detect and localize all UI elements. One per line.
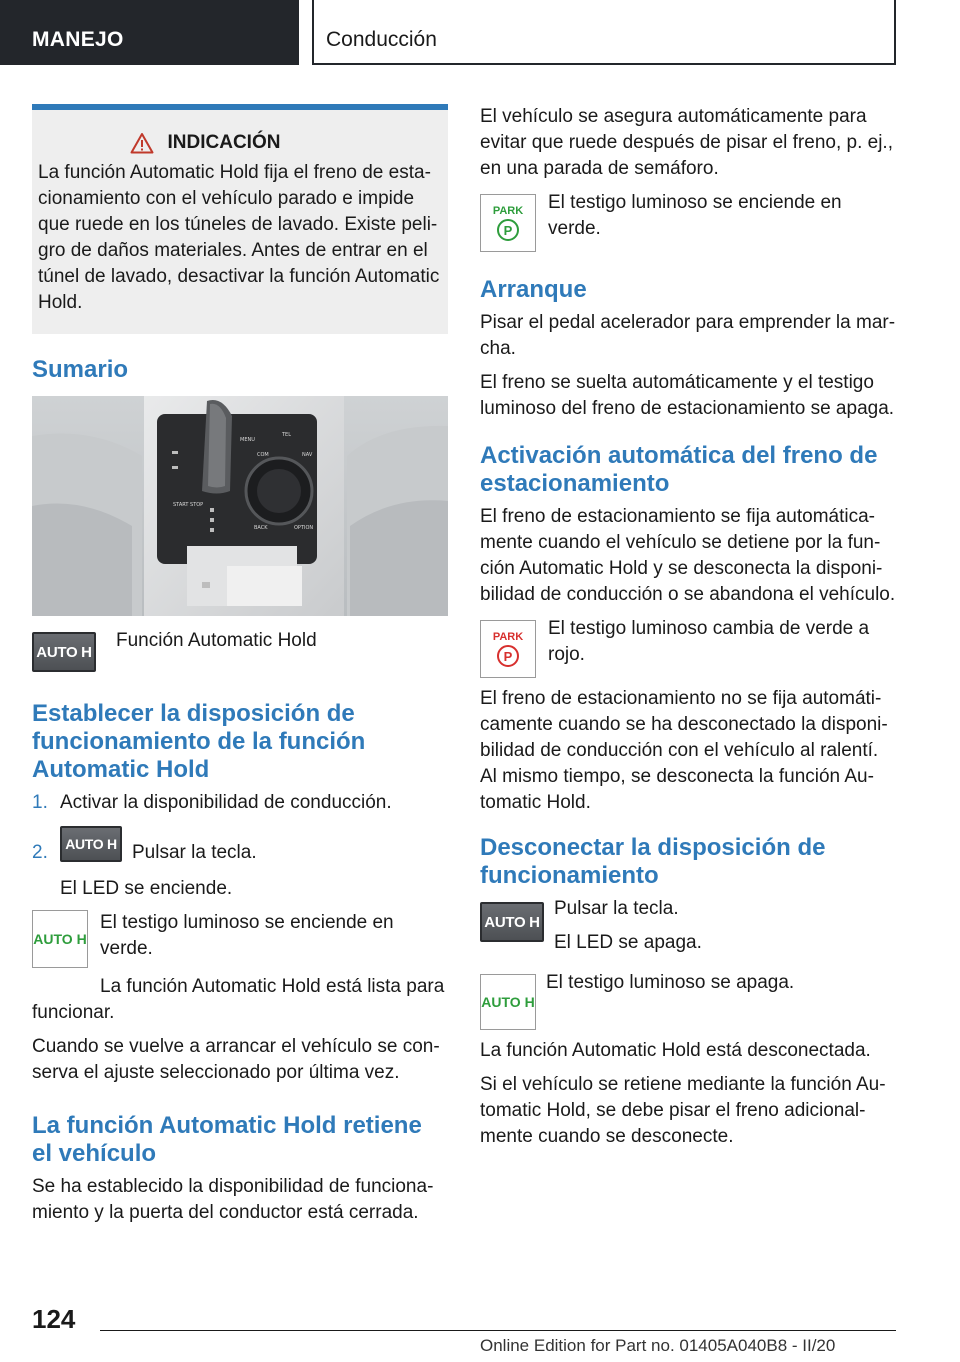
retiene-text-2: El vehículo se asegura automáticamente para evitar que ruede después de pisar el freno, p. ej., en una parada de semáforo. — [480, 106, 893, 179]
page-number: 124 — [32, 1304, 76, 1334]
retiene-heading: La función Automatic Hold retiene el vehículo — [32, 1112, 422, 1167]
activacion-heading: Activación automática del freno de estacionamiento — [480, 442, 878, 497]
step-number: 2. — [32, 842, 48, 863]
retiene-text: Se ha establecido la disponibilidad de funciona-miento y la puerta del conductor está cerrada. — [32, 1176, 434, 1223]
park-green-text: El testigo luminoso se enciende en verde. — [548, 192, 842, 239]
photo-back-label: BACK — [254, 525, 268, 531]
warning-box — [32, 104, 448, 334]
autoh-button-icon — [60, 826, 122, 862]
footer-divider — [100, 1330, 896, 1331]
step-item — [32, 790, 448, 816]
lamp-off-text: El testigo luminoso se apaga. — [546, 972, 795, 993]
right-column — [480, 104, 896, 1158]
left-column — [32, 104, 448, 1234]
photo-com-label: COM — [257, 452, 269, 458]
autoh-button-label: AUTO H — [36, 643, 92, 661]
restart-text: Cuando se vuelve a arrancar el vehículo se con-serva el ajuste seleccionado por última vez. — [32, 1036, 440, 1083]
autoh-function-row — [32, 632, 448, 672]
sumario-heading: Sumario — [32, 356, 129, 383]
step-number: 1. — [32, 792, 48, 813]
warning-text: La función Automatic Hold fija el freno de esta-cionamiento con el vehículo parado e impide que ruede en los túneles de lavado. Existe peli-gro de daños materiales. Antes de entrar en el túnel de lavado, desactivar la función Automatic Hold. — [38, 162, 440, 313]
autoh-lamp-off-label: AUTO H — [481, 994, 535, 1010]
chapter-tab — [312, 0, 896, 65]
autoh-lamp-icon — [32, 910, 88, 968]
park-red-lamp-icon — [480, 620, 536, 678]
autoh-caption: Función Automatic Hold — [116, 630, 317, 651]
park-green-lamp-icon — [480, 194, 536, 252]
edition-text: Online Edition for Part no. 01405A040B8 - II/20 — [480, 1336, 836, 1355]
led-on-text: El LED se enciende. — [60, 878, 233, 899]
desconectar-text-2: Si el vehículo se retiene mediante la función Au-tomatic Hold, se debe pisar el freno adicional-mente cuando se desconecte. — [480, 1074, 886, 1147]
chapter-title: Conducción — [326, 28, 437, 51]
arranque-text-2: El freno se suelta automáticamente y el testigo luminoso del freno de estacionamiento se apaga. — [480, 372, 895, 419]
step-item — [32, 826, 448, 866]
park-red-text: El testigo luminoso cambia de verde a rojo. — [548, 618, 870, 665]
photo-option-label: OPTION — [294, 525, 314, 531]
photo-nav-label: NAV — [302, 452, 313, 458]
park-green-row — [480, 194, 896, 252]
section-title: MANEJO — [32, 28, 124, 51]
park-red-label: PARK — [492, 631, 524, 643]
warning-triangle-icon — [130, 132, 154, 154]
press-text: Pulsar la tecla. — [554, 898, 679, 919]
autoh-button-label: AUTO H — [65, 836, 117, 852]
park-green-label: PARK — [492, 205, 524, 217]
park-red-p: P — [497, 645, 519, 667]
ready-text: La función Automatic Hold está lista para funcionar. — [32, 976, 445, 1023]
section-tab — [0, 0, 299, 65]
autoh-lamp-label: AUTO H — [33, 931, 87, 947]
activacion-text-2: El freno de estacionamiento no se fija automáti-camente cuando se ha desconectado la disponi-bilidad de conducción con el vehículo al ralentí. Al mismo tiempo, se desconecta la función Au-tomatic Hold. — [480, 688, 888, 813]
lamp-off-row — [480, 974, 896, 1030]
step-text: Activar la disponibilidad de conducción. — [60, 792, 392, 813]
autoh-lamp-off-icon — [480, 974, 536, 1030]
lamp-green-row — [32, 910, 448, 968]
warning-title: INDICACIÓN — [167, 132, 281, 153]
activacion-text-1: El freno de estacionamiento se fija automática-mente cuando el vehículo se detiene por la fun-ción Automatic Hold y se desconecta la disponi-bilidad de conducción o se abandona el vehículo. — [480, 506, 896, 605]
step-text: Pulsar la tecla. — [132, 842, 257, 863]
park-green-p: P — [497, 219, 519, 241]
autoh-button-label: AUTO H — [484, 913, 540, 931]
establecer-steps — [32, 790, 448, 866]
warning-heading — [0, 132, 442, 154]
console-photo — [32, 396, 448, 616]
led-off-text: El LED se apaga. — [554, 932, 702, 953]
desconectar-heading: Desconectar la disposición de funcionamiento — [480, 834, 826, 889]
autoh-button-icon — [480, 902, 544, 942]
autoh-press-row — [480, 896, 896, 964]
photo-tel-label: TEL — [282, 432, 291, 438]
arranque-text-1: Pisar el pedal acelerador para emprender la mar-cha. — [480, 312, 896, 359]
lamp-on-text: El testigo luminoso se enciende en verde. — [100, 912, 394, 959]
arranque-heading: Arranque — [480, 276, 587, 303]
photo-menu-label: MENU — [240, 437, 255, 443]
desconectar-text-1: La función Automatic Hold está desconectada. — [480, 1040, 871, 1061]
press-block — [554, 896, 702, 964]
establecer-heading: Establecer la disposición de funcionamiento de la función Automatic Hold — [32, 700, 366, 783]
footer-edition — [480, 1336, 835, 1356]
autoh-button-icon — [32, 632, 96, 672]
park-red-row — [480, 620, 896, 678]
photo-start-stop-label: START STOP — [173, 502, 204, 508]
